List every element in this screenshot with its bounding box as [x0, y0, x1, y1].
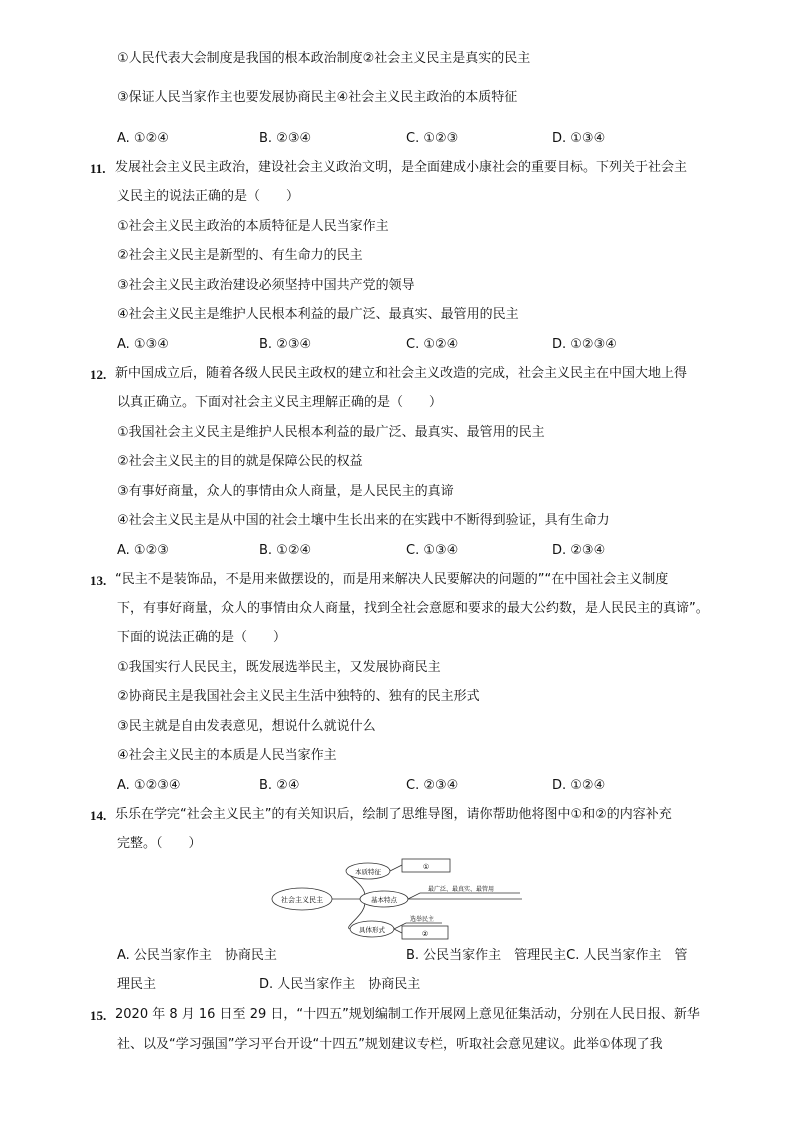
- q12-statement-4: ④社会主义民主是从中国的社会土壤中生长出来的在实践中不断得到验证，具有生命力: [117, 513, 610, 528]
- q13-statement-2: ②协商民主是我国社会主义民主生活中独特的、独有的民主形式: [117, 689, 480, 704]
- q13-statement-3: ③民主就是自由发表意见，想说什么就说什么: [117, 719, 376, 734]
- q10-option-a: A. ①②④: [117, 131, 169, 146]
- q14-stem-line-2: 完整。（ ）: [117, 836, 202, 851]
- q11-stem-line-2: 义民主的说法正确的是（ ）: [117, 189, 300, 204]
- q12-statement-3: ③有事好商量，众人的事情由众人商量，是人民民主的真谛: [117, 484, 454, 499]
- q12-option-b: B. ①②④: [259, 543, 312, 558]
- q11-option-a: A. ①③④: [117, 337, 169, 352]
- node-basic-features-label: 基本特点: [371, 896, 397, 904]
- q10-statement-1: ①人民代表大会制度是我国的根本政治制度②社会主义民主是真实的民主: [117, 51, 531, 66]
- q12-number: 12.: [90, 367, 107, 382]
- q12-stem-line-1: 新中国成立后，随着各级人民民主政权的建立和社会主义改造的完成，社会主义民主在中国大地上得: [115, 366, 688, 381]
- q10-option-c: C. ①②③: [406, 131, 459, 146]
- q11-statement-2: ②社会主义民主是新型的、有生命力的民主: [117, 248, 363, 263]
- node-basic-features-text: 最广泛、最真实、最管用: [428, 886, 495, 893]
- q11-stem-line-1: 发展社会主义民主政治，建设社会主义政治文明，是全面建成小康社会的重要目标。下列关于社会主: [115, 160, 688, 175]
- q12-option-a: A. ①②③: [117, 543, 169, 558]
- q12-option-c: C. ①③④: [406, 543, 459, 558]
- q10-option-b: B. ②③④: [259, 131, 312, 146]
- q14-option-d: D. 人民当家作主 协商民主: [259, 977, 421, 992]
- q15-stem-line-1: 2020 年 8 月 16 日至 29 日，“十四五”规划编制工作开展网上意见征集活动，分别在人民日报、新华: [115, 1007, 700, 1022]
- blank-box-1-label: ①: [422, 863, 430, 871]
- q12-statement-1: ①我国社会主义民主是维护人民根本利益的最广泛、最真实、最管用的民主: [117, 425, 545, 440]
- q13-option-a: A. ①②③④: [117, 778, 181, 793]
- q14-stem-line-1: 乐乐在学完“社会主义民主”的有关知识后，绘制了思维导图，请你帮助他将图中①和②的内容补充: [115, 807, 672, 822]
- q15-stem-line-2: 社、以及“学习强国”学习平台开设“十四五”规划建议专栏，听取社会意见建议。此举①体现了我: [117, 1037, 663, 1052]
- q13-number: 13.: [90, 573, 107, 588]
- q13-option-c: C. ②③④: [406, 778, 459, 793]
- q14-number: 14.: [90, 808, 107, 823]
- q11-statement-4: ④社会主义民主是维护人民根本利益的最广泛、最真实、最管用的民主: [117, 307, 519, 322]
- center-node-label: 社会主义民主: [281, 896, 323, 904]
- node-forms-label: 具体形式: [359, 926, 385, 934]
- mind-map-diagram: [270, 855, 530, 943]
- q13-stem-line-3: 下面的说法正确的是（ ）: [117, 630, 287, 645]
- q11-statement-3: ③社会主义民主政治建设必须坚持中国共产党的领导: [117, 278, 415, 293]
- q11-option-b: B. ②③④: [259, 337, 312, 352]
- q12-statement-2: ②社会主义民主的目的就是保障公民的权益: [117, 454, 363, 469]
- q14-option-a: A. 公民当家作主 协商民主: [117, 948, 277, 963]
- node-essence-label: 本质特征: [355, 868, 381, 876]
- q13-stem-line-1: “民主不是装饰品，不是用来做摆设的，而是用来解决人民要解决的问题的”“在中国社会主义制度: [115, 572, 669, 587]
- q14-option-b-c: B. 公民当家作主 管理民主C. 人民当家作主 管: [406, 948, 688, 963]
- q11-option-c: C. ①②④: [406, 337, 459, 352]
- q13-statement-1: ①我国实行人民民主，既发展选举民主，又发展协商民主: [117, 660, 441, 675]
- q13-stem-line-2: 下，有事好商量，众人的事情由众人商量，找到全社会意愿和要求的最大公约数，是人民民主的真谛”。: [117, 601, 709, 616]
- q13-option-d: D. ①②④: [552, 778, 606, 793]
- q12-option-d: D. ②③④: [552, 543, 606, 558]
- q11-statement-1: ①社会主义民主政治的本质特征是人民当家作主: [117, 219, 389, 234]
- q12-stem-line-2: 以真正确立。下面对社会主义民主理解正确的是（ ）: [117, 395, 443, 410]
- node-forms-text: 选举民主: [410, 916, 435, 923]
- q10-option-d: D. ①③④: [552, 131, 606, 146]
- q11-number: 11.: [90, 161, 106, 176]
- blank-box-2-label: ②: [421, 930, 429, 938]
- q13-option-b: B. ②④: [259, 778, 300, 793]
- q11-option-d: D. ①②③④: [552, 337, 617, 352]
- q13-statement-4: ④社会主义民主的本质是人民当家作主: [117, 748, 337, 763]
- q10-statement-2: ③保证人民当家作主也要发展协商民主④社会主义民主政治的本质特征: [117, 90, 518, 105]
- q14-option-c-cont: 理民主: [117, 977, 157, 992]
- q15-number: 15.: [90, 1008, 107, 1023]
